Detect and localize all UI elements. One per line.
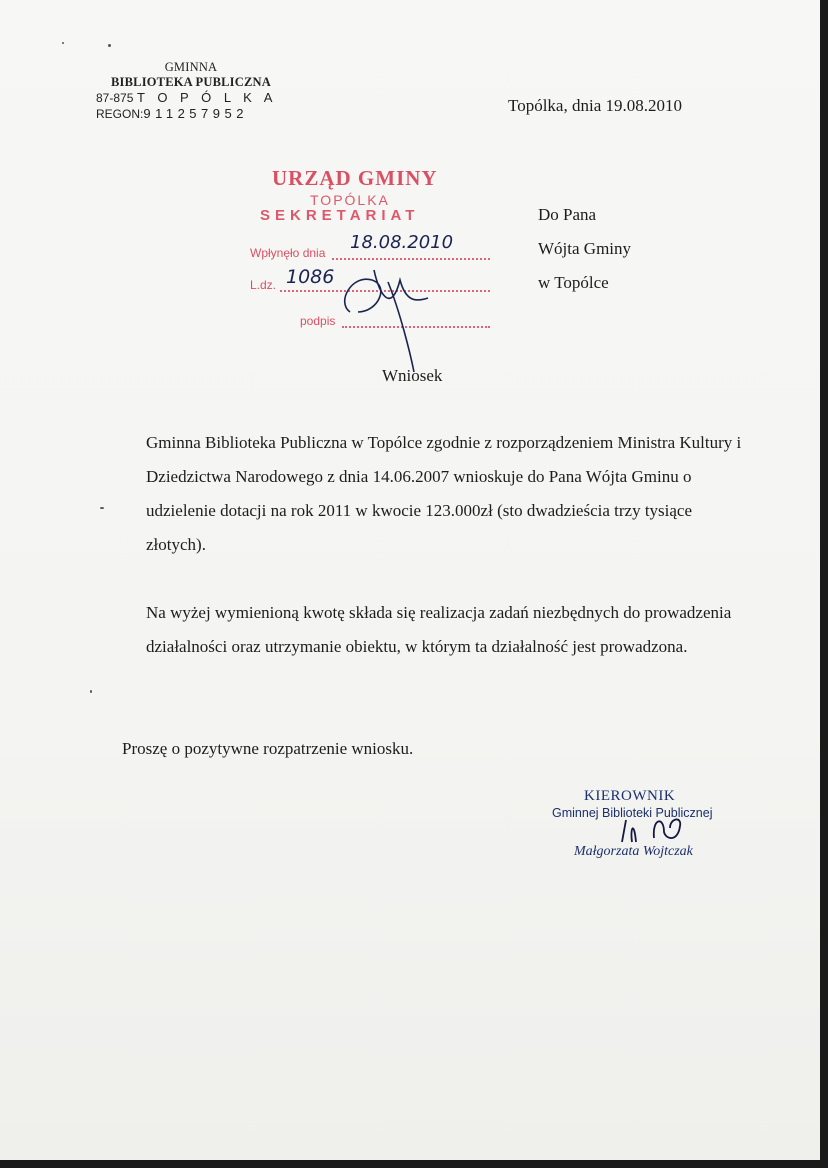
body-paragraph-3: Proszę o pozytywne rozpatrzenie wniosku. — [122, 739, 414, 758]
letterhead-postal — [96, 90, 286, 106]
letterhead-line-2: BIBLIOTEKA PUBLICZNA — [111, 75, 271, 89]
handwritten-signature-icon — [250, 162, 498, 372]
letterhead — [96, 60, 286, 122]
signature-title: KIEROWNIK — [584, 788, 676, 804]
stamp-office: URZĄD GMINY — [272, 166, 438, 190]
recipient-line-3: w Topólce — [538, 273, 609, 292]
recipient-line-2: Wójta Gminy — [538, 239, 632, 258]
letterhead-line-1: GMINNA — [164, 60, 218, 74]
signature-name: Małgorzata Wojtczak — [574, 844, 693, 859]
paper-speck — [100, 507, 104, 509]
letterhead-regon — [96, 106, 286, 122]
stamp-signature-label: podpis — [300, 314, 336, 328]
stamp-received-handwritten: 18.08.2010 — [350, 232, 454, 253]
signature-institution: Gminnej Biblioteki Publicznej — [552, 806, 713, 820]
stamp-register-handwritten: 1086 — [286, 266, 335, 288]
stamp-received-label: Wpłynęło dnia — [250, 246, 326, 260]
body-paragraph-2: Na wyżej wymienioną kwotę składa się realizacja zadań niezbędnych do prowadzenia działalności oraz utrzymanie obiektu, w którym ta działalność jest prowadzona. — [146, 603, 732, 656]
scan-edge-right — [820, 0, 828, 1168]
stamp-town: TOPÓLKA — [310, 192, 390, 208]
stamp-register-label: L.dz. — [250, 278, 277, 292]
recipient-line-1: Do Pana — [538, 205, 597, 224]
stamp-department: SEKRETARIAT — [260, 207, 420, 224]
scan-edge-bottom — [0, 1160, 828, 1168]
postal-town: T O P Ó L K A — [137, 90, 277, 105]
body-paragraph-1: Gminna Biblioteka Publiczna w Topólce zgodnie z rozporządzeniem Ministra Kultury i Dziedzictwa Narodowego z dnia 14.06.2007 wnioskuje do Pana Wójta Gminu o udzielenie dotacji na rok 2011 w kwocie 123.000zł (sto dwadzieścia trzy tysiące złotych). — [146, 433, 742, 554]
regon-number: 911257952 — [143, 106, 248, 121]
paper-speck — [108, 44, 111, 47]
recipient-block — [538, 198, 631, 300]
subject-heading: Wniosek — [382, 366, 443, 385]
paper-speck — [90, 690, 92, 693]
postal-code: 87-875 — [96, 91, 134, 105]
paper-speck — [62, 42, 64, 44]
registry-stamp — [250, 162, 498, 337]
signature-scribble-icon — [608, 798, 698, 858]
document-date: Topólka, dnia 19.08.2010 — [508, 96, 682, 115]
regon-label: REGON: — [96, 107, 144, 121]
